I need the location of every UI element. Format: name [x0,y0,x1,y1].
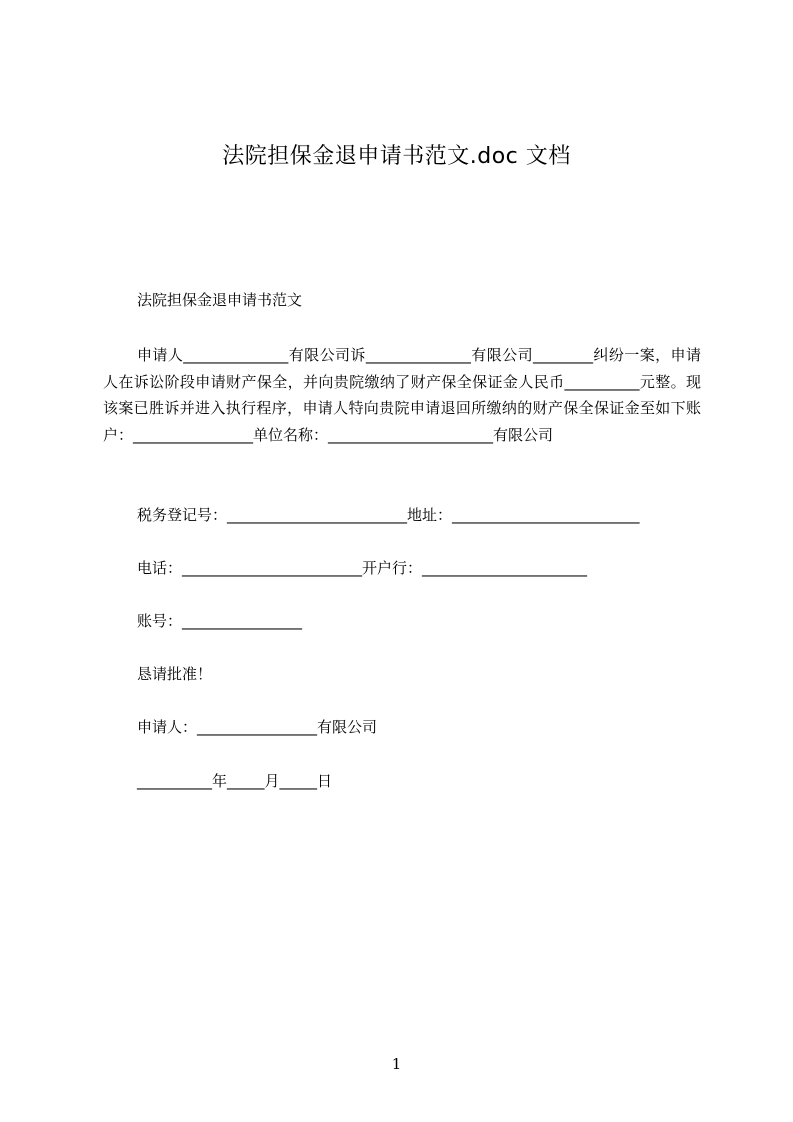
applicant-signature-line: 申请人：________________有限公司 [137,718,378,736]
document-title: 法院担保金退申请书范文.doc 文档 [222,144,571,169]
closing-line: 恳请批准！ [137,665,213,683]
date-line: __________年_____月_____日 [137,772,333,790]
phone-bank-line: 电话：________________________开户行：______________________ [137,559,588,577]
tax-address-line: 税务登记号：________________________地址：_________________________ [137,506,640,524]
account-line: 账号：________________ [137,612,303,630]
body-paragraph: 申请人______________有限公司诉______________有限公司________纠纷一案，申请人在诉讼阶段申请财产保全，并向贵院缴纳了财产保全保证金人民币__________元整。现该案已胜诉并进入执行程序，申请人特向贵院申请退回所缴纳的财产保全保证金至如下账户：________________单位名称：______________________有限公司 [103,346,701,444]
document-subtitle: 法院担保金退申请书范文 [137,291,303,309]
page-number: 1 [391,1055,402,1073]
